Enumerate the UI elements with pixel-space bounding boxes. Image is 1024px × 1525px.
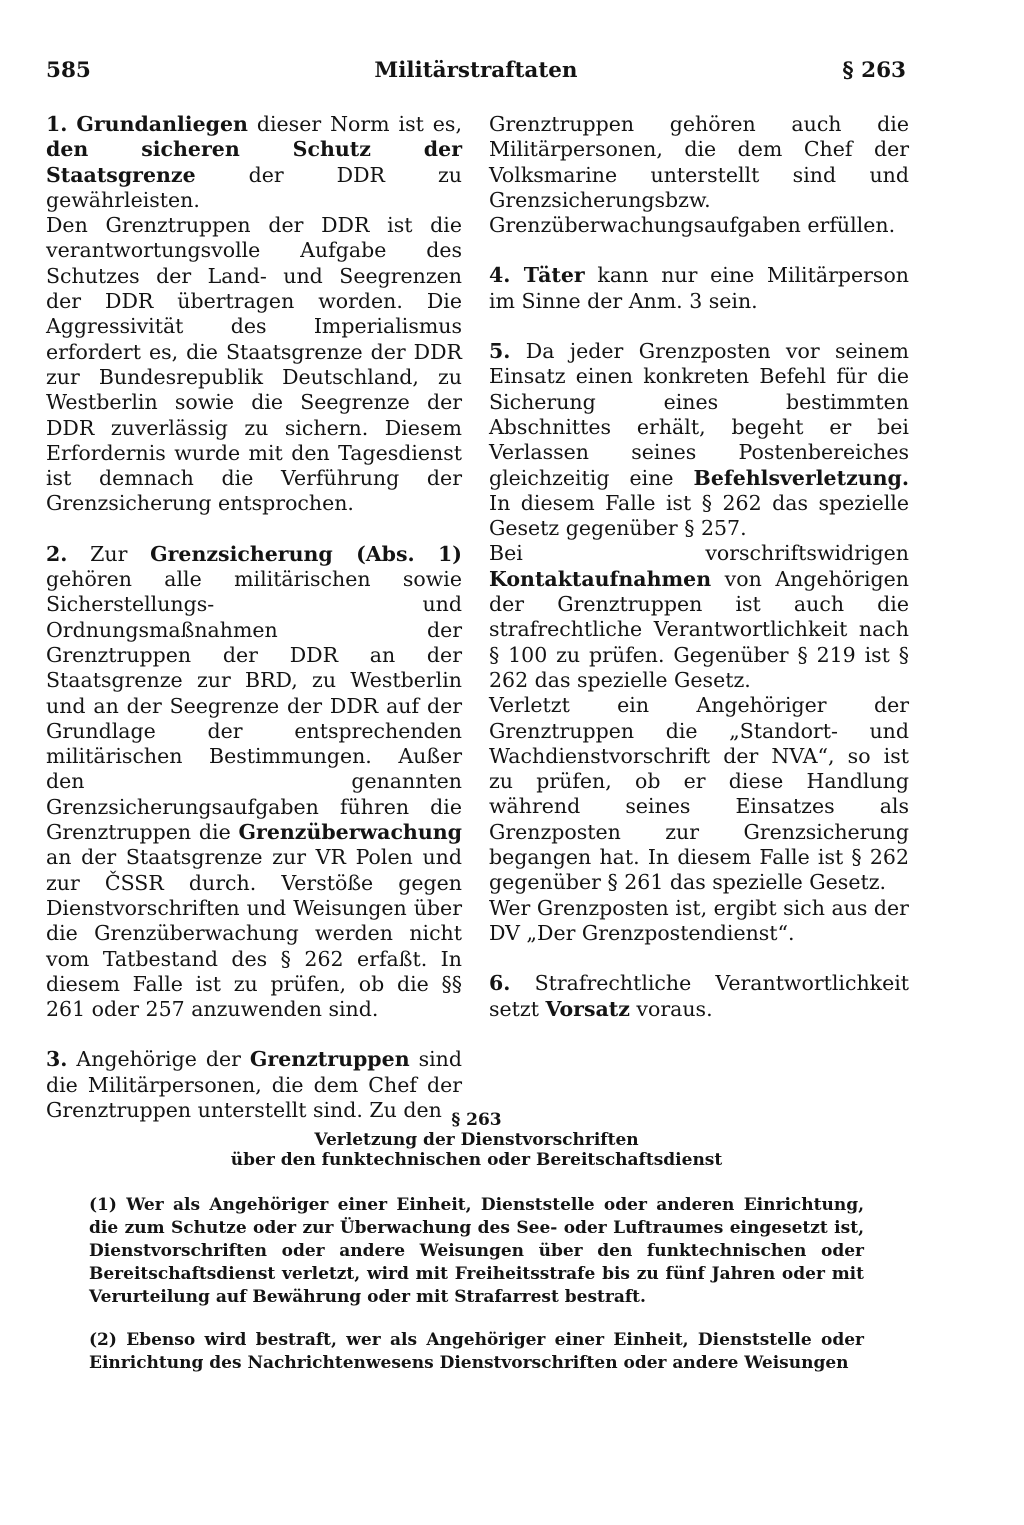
commentary-paragraph-4: 4. Täter kann nur eine Militärperson im Sinne der Anm. 3 sein. [489,263,909,313]
running-title: Militärstraftaten [374,58,578,83]
law-paragraph-2: (2) Ebenso wird bestraft, wer als Angehöriger einer Einheit, Dienststelle oder Einrichtung des Nachrichtenwesens Dienstvorschriften oder andere Weisungen [89,1330,864,1373]
commentary-paragraph-5-standort: Verletzt ein Angehöriger der Grenztruppen die „Standort- und Wachdienstvorschrift der NVA“, so ist zu prüfen, ob er diese Handlung während seines Einsatzes als Grenzposten zur Grenzsicherung begangen hat. In diesem Falle ist § 262 gegenüber § 261 das spezielle Gesetz. [489,693,909,895]
commentary-paragraph-3: 3. Angehörige der Grenztruppen sind die Militärpersonen, die dem Chef der Grenztruppen unterstellt sind. Zu den [46,1047,463,1122]
page-number: 585 [46,58,91,83]
law-paragraph-1: (1) Wer als Angehöriger einer Einheit, Dienststelle oder anderen Einrichtung, die zum Schutze oder zur Überwachung des See- oder Luftraumes eingesetzt ist, Dienstvorschriften oder andere Weisungen über den funktechnischen oder Bereitschaftsdienst verletzt, wird mit Freiheitsstrafe bis zu fünf Jahren oder mit Verurteilung auf Bewährung oder mit Strafarrest bestraft. [89,1195,864,1307]
law-title-line-1: Verletzung der Dienstvorschriften [314,1130,639,1150]
commentary-paragraph-6: 6. Strafrechtliche Verantwortlichkeit setzt Vorsatz voraus. [489,971,909,1021]
page-header [46,58,906,90]
running-section: § 263 [842,58,906,83]
commentary-paragraph-5-contact: Bei vorschriftswidrigen Kontaktaufnahmen von Angehörigen der Grenztruppen ist auch die strafrechtliche Verantwortlichkeit nach § 100 zu prüfen. Gegenüber § 219 ist § 262 das spezielle Gesetz. [489,541,909,692]
commentary-paragraph-1: 1. Grundanliegen dieser Norm ist es, den sicheren Schutz der Staatsgrenze der DDR zu gewährleisten. [46,112,462,212]
law-title-line-2: über den funktechnischen oder Bereitschaftsdienst [230,1150,723,1170]
commentary-paragraph-5: 5. Da jeder Grenzposten vor seinem Einsatz einen konkreten Befehl für die Sicherung eines bestimmten Abschnittes erhält, begeht er bei Verlassen seines Postenbereiches gleichzeitig eine Befehlsverletzung. In diesem Falle ist § 262 das spezielle Gesetz gegenüber § 257. [489,339,909,541]
commentary-left-column [46,112,462,1123]
law-text-section [89,1110,864,1375]
commentary-paragraph-3-continued: Grenztruppen gehören auch die Militärpersonen, die dem Chef der Volksmarine unterstellt sind und Grenzsicherungsbzw. Grenzüberwachungsaufgaben erfüllen. [489,112,909,238]
commentary-paragraph-2: 2. Zur Grenzsicherung (Abs. 1) gehören alle militärischen sowie Sicherstellungs- und Ordnungsmaßnahmen der Grenztruppen der DDR an der Staatsgrenze zur BRD, zu Westberlin und an der Seegrenze der DDR auf der Grundlage der entsprechenden militärischen Bestimmungen. Außer den genannten Grenzsicherungsaufgaben führen die Grenztruppen die Grenzüberwachung an der Staatsgrenze zur VR Polen und zur ČSSR durch. Verstöße gegen Dienstvorschriften und Weisungen über die Grenzüberwachung werden nicht vom Tatbestand des § 262 erfaßt. In diesem Falle ist zu prüfen, ob die §§ 261 oder 257 anzuwenden sind. [46,541,463,1022]
commentary-paragraph-5-dv: Wer Grenzposten ist, ergibt sich aus der DV „Der Grenzpostendienst“. [489,895,909,945]
commentary-right-column [489,112,909,1022]
commentary-paragraph-1-continued: Den Grenztruppen der DDR ist die verantwortungsvolle Aufgabe des Schutzes der Land- und Seegrenzen der DDR übertragen worden. Die Aggressivität des Imperialismus erfordert es, die Staatsgrenze der DDR zur Bundesrepublik Deutschland, zu Westberlin sowie die Seegrenze der DDR zuverlässig zu sichern. Diesem Erfordernis wurde mit den Tagesdienst ist demnach die Verführung der Grenzsicherung entsprochen. [46,213,462,516]
law-section-number: § 263 [451,1110,502,1130]
